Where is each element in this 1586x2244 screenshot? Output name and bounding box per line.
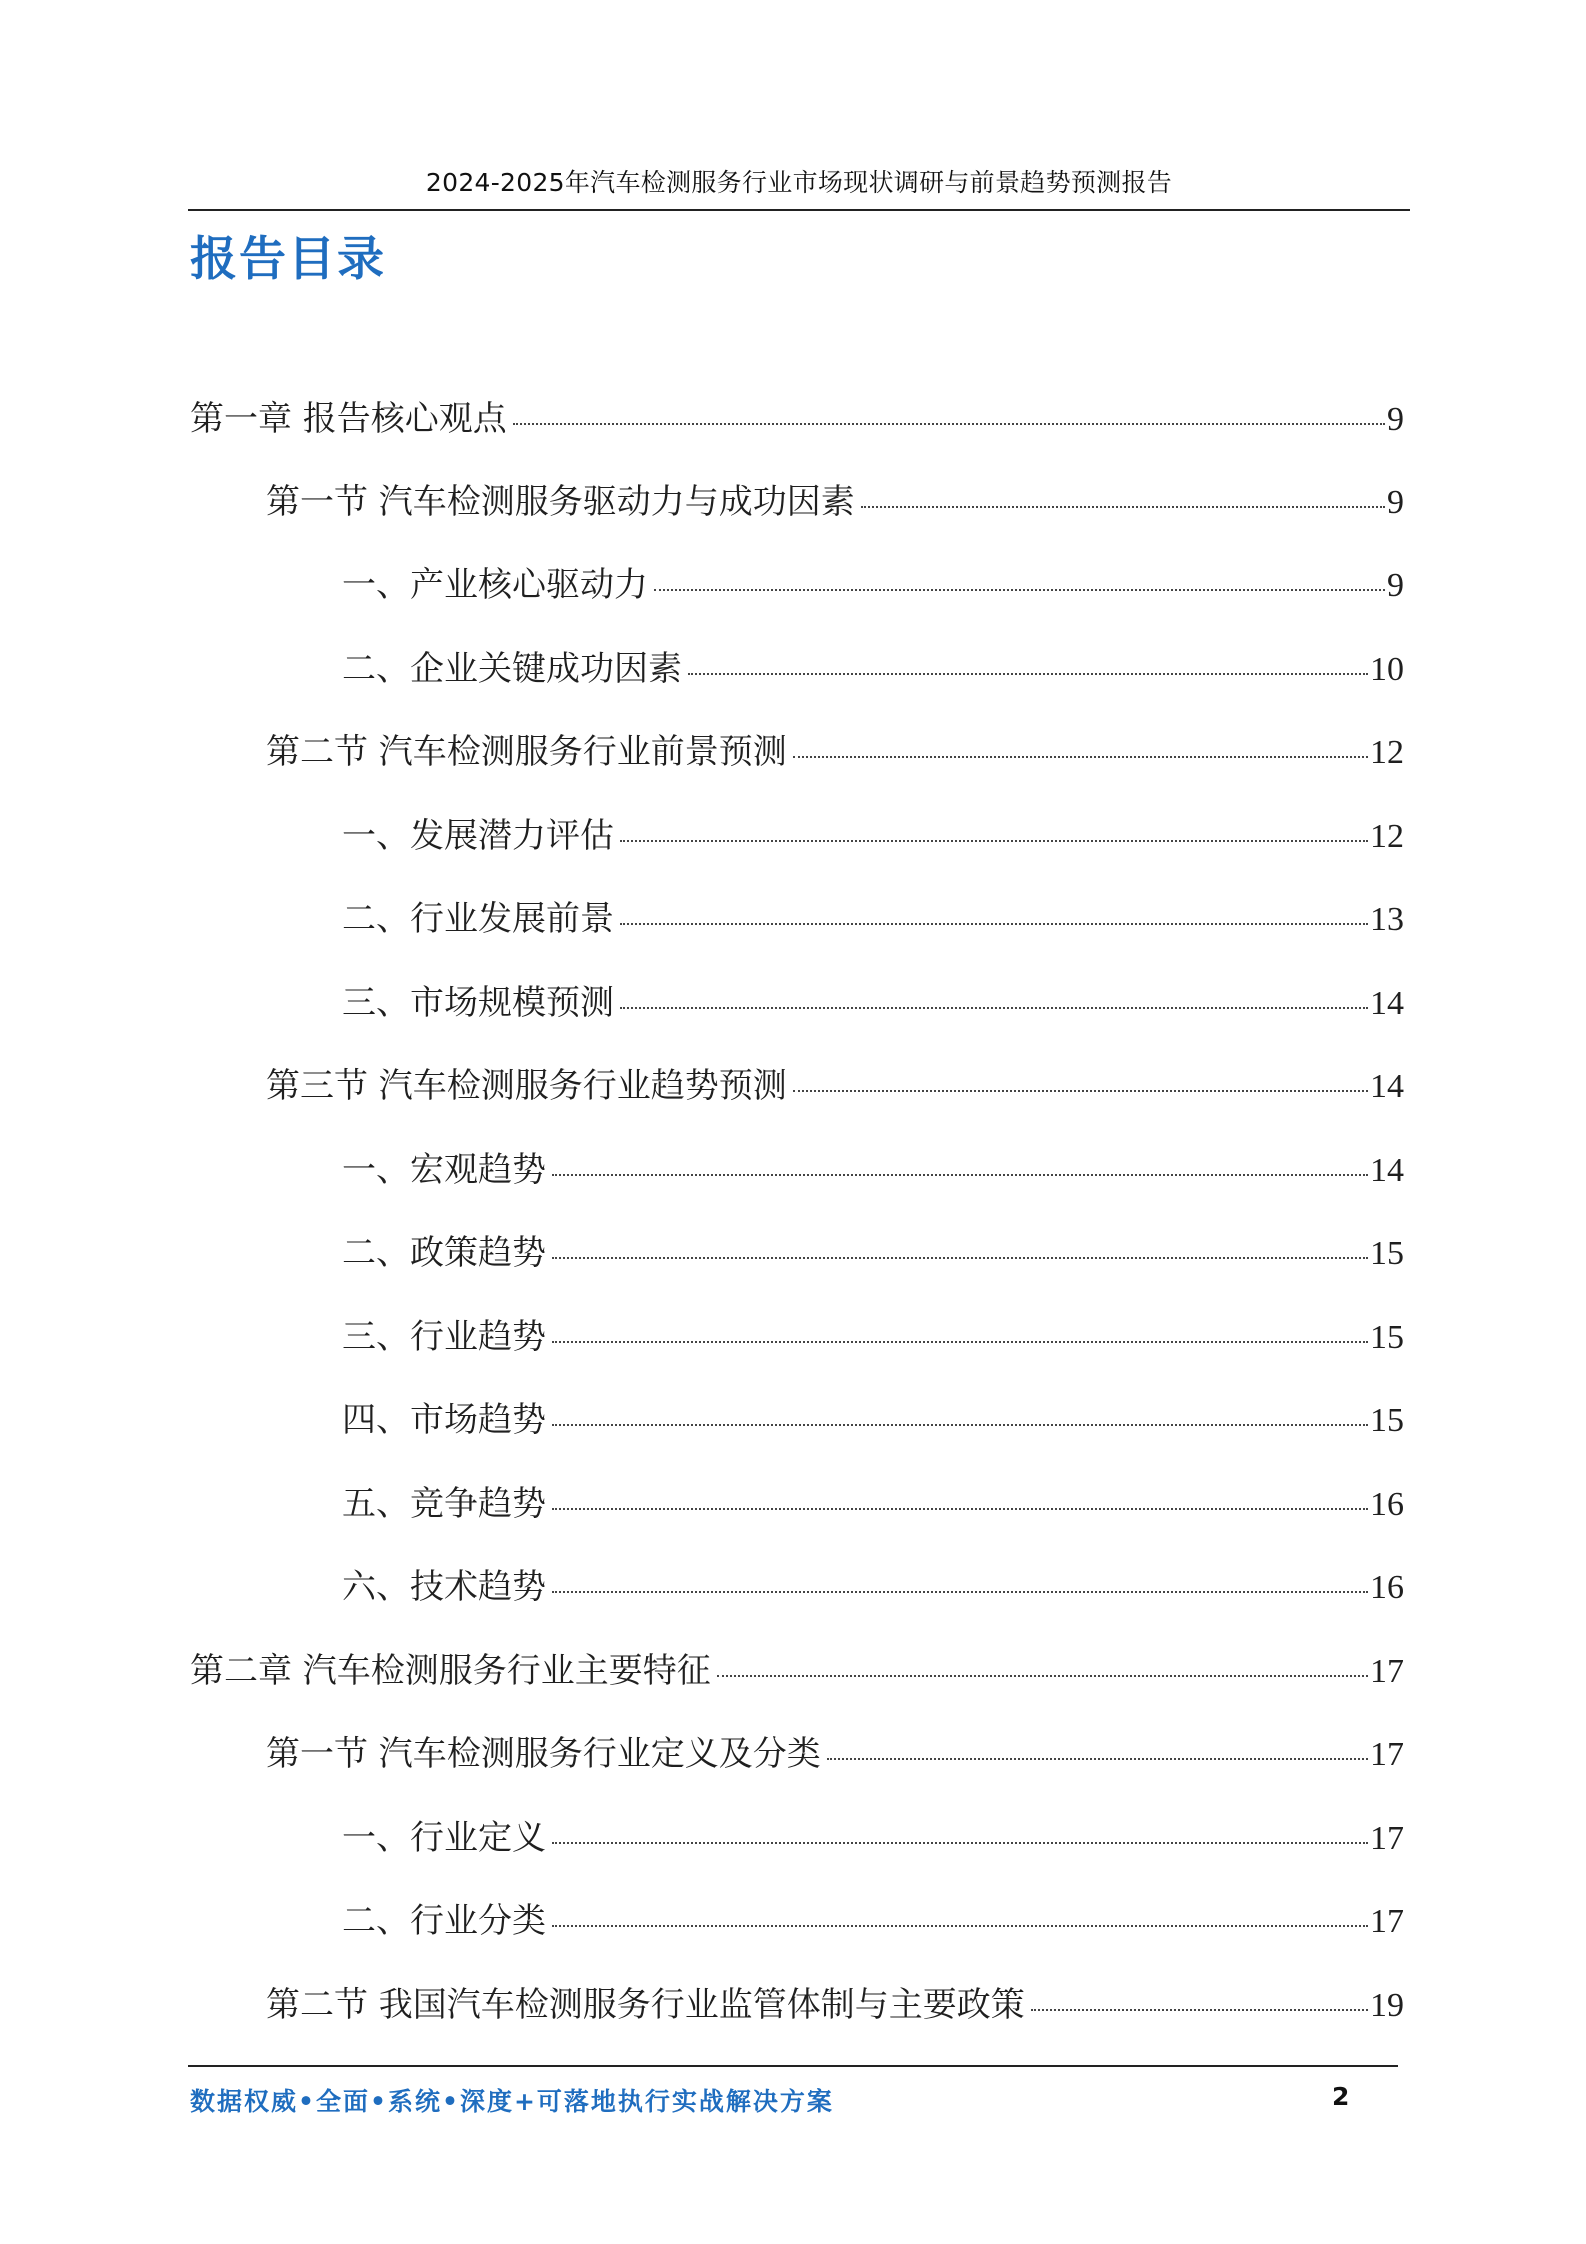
dot-leader [1031,2009,1368,2011]
toc-entry-item[interactable] [342,563,1404,608]
toc-entry-label: 二、行业发展前景 [342,899,614,939]
toc-entry-page: 9 [1387,401,1404,438]
toc-entry-label: 第二章 汽车检测服务行业主要特征 [190,1651,711,1691]
toc-entry-item[interactable] [342,981,1404,1026]
toc-entry-label: 三、市场规模预测 [342,983,614,1023]
footer-slogan: 数据权威•全面•系统•深度+可落地执行实战解决方案 [190,2087,834,2116]
dot-leader [552,1925,1368,1927]
dot-leader [654,589,1385,591]
toc-entry-item[interactable] [342,1899,1404,1944]
toc-entry-label: 五、竞争趋势 [342,1484,546,1524]
toc-entry-page: 17 [1370,1903,1404,1940]
toc-entry-item[interactable] [342,1565,1404,1610]
toc-entry-section[interactable] [266,480,1404,525]
dot-leader [552,1341,1368,1343]
dot-leader [861,506,1385,508]
dot-leader [793,1090,1368,1092]
toc-entry-item[interactable] [342,647,1404,692]
toc-entry-label: 第二节 我国汽车检测服务行业监管体制与主要政策 [266,1985,1025,2025]
toc-entry-page: 12 [1370,818,1404,855]
toc-entry-item[interactable] [342,1148,1404,1193]
toc-entry-label: 第二节 汽车检测服务行业前景预测 [266,732,787,772]
dot-leader [552,1424,1368,1426]
toc-entry-page: 13 [1370,901,1404,938]
toc-entry-page: 15 [1370,1319,1404,1356]
toc-entry-label: 四、市场趋势 [342,1400,546,1440]
footer-divider [188,2065,1398,2067]
dot-leader [552,1174,1368,1176]
toc-entry-label: 二、企业关键成功因素 [342,649,682,689]
toc-entry-section[interactable] [266,1983,1404,2028]
dot-leader [620,1007,1368,1009]
toc-entry-page: 12 [1370,734,1404,771]
toc-entry-page: 9 [1387,484,1404,521]
toc-entry-page: 14 [1370,1068,1404,1105]
toc-entry-item[interactable] [342,1816,1404,1861]
toc-entry-item[interactable] [342,897,1404,942]
dot-leader [827,1758,1368,1760]
dot-leader [552,1508,1368,1510]
toc-entry-label: 第一节 汽车检测服务行业定义及分类 [266,1734,821,1774]
toc-entry-page: 14 [1370,1152,1404,1189]
toc-entry-section[interactable] [266,1732,1404,1777]
toc-entry-label: 一、宏观趋势 [342,1150,546,1190]
toc-entry-label: 一、产业核心驱动力 [342,565,648,605]
dot-leader [620,840,1368,842]
toc-entry-item[interactable] [342,1315,1404,1360]
dot-leader [552,1257,1368,1259]
toc-entry-label: 六、技术趋势 [342,1567,546,1607]
toc-entry-section[interactable] [266,1064,1404,1109]
dot-leader [552,1842,1368,1844]
dot-leader [793,756,1368,758]
toc-entry-page: 10 [1370,651,1404,688]
dot-leader [552,1591,1368,1593]
toc-entry-label: 二、行业分类 [342,1901,546,1941]
dot-leader [620,923,1368,925]
toc-entry-page: 15 [1370,1235,1404,1272]
toc-entry-page: 16 [1370,1569,1404,1606]
toc-entry-label: 二、政策趋势 [342,1233,546,1273]
toc-entry-page: 14 [1370,985,1404,1022]
toc-entry-page: 15 [1370,1402,1404,1439]
toc-entry-label: 第三节 汽车检测服务行业趋势预测 [266,1066,787,1106]
dot-leader [717,1675,1368,1677]
toc-heading: 报告目录 [190,232,386,287]
toc-entry-page: 19 [1370,1987,1404,2024]
toc-entry-page: 17 [1370,1820,1404,1857]
report-running-title: 2024-2025年汽车检测服务行业市场现状调研与前景趋势预测报告 [425,168,1173,197]
toc-entry-page: 16 [1370,1486,1404,1523]
toc-entry-chapter-2[interactable] [190,1649,1404,1694]
toc-entry-label: 一、发展潜力评估 [342,816,614,856]
toc-entry-page: 9 [1387,567,1404,604]
toc-entry-item[interactable] [342,1398,1404,1443]
dot-leader [688,673,1368,675]
toc-entry-page: 17 [1370,1736,1404,1773]
toc-entry-label: 第一章 报告核心观点 [190,399,507,439]
header-divider [188,209,1410,211]
toc-entry-label: 一、行业定义 [342,1818,546,1858]
toc-entry-item[interactable] [342,1482,1404,1527]
toc-entry-section[interactable] [266,730,1404,775]
dot-leader [513,423,1385,425]
toc-entry-label: 第一节 汽车检测服务驱动力与成功因素 [266,482,855,522]
toc-entry-chapter-1[interactable] [190,397,1404,442]
toc-entry-item[interactable] [342,1231,1404,1276]
toc-entry-label: 三、行业趋势 [342,1317,546,1357]
page-number: 2 [1332,2082,1350,2111]
toc-entry-item[interactable] [342,814,1404,859]
toc-entry-page: 17 [1370,1653,1404,1690]
